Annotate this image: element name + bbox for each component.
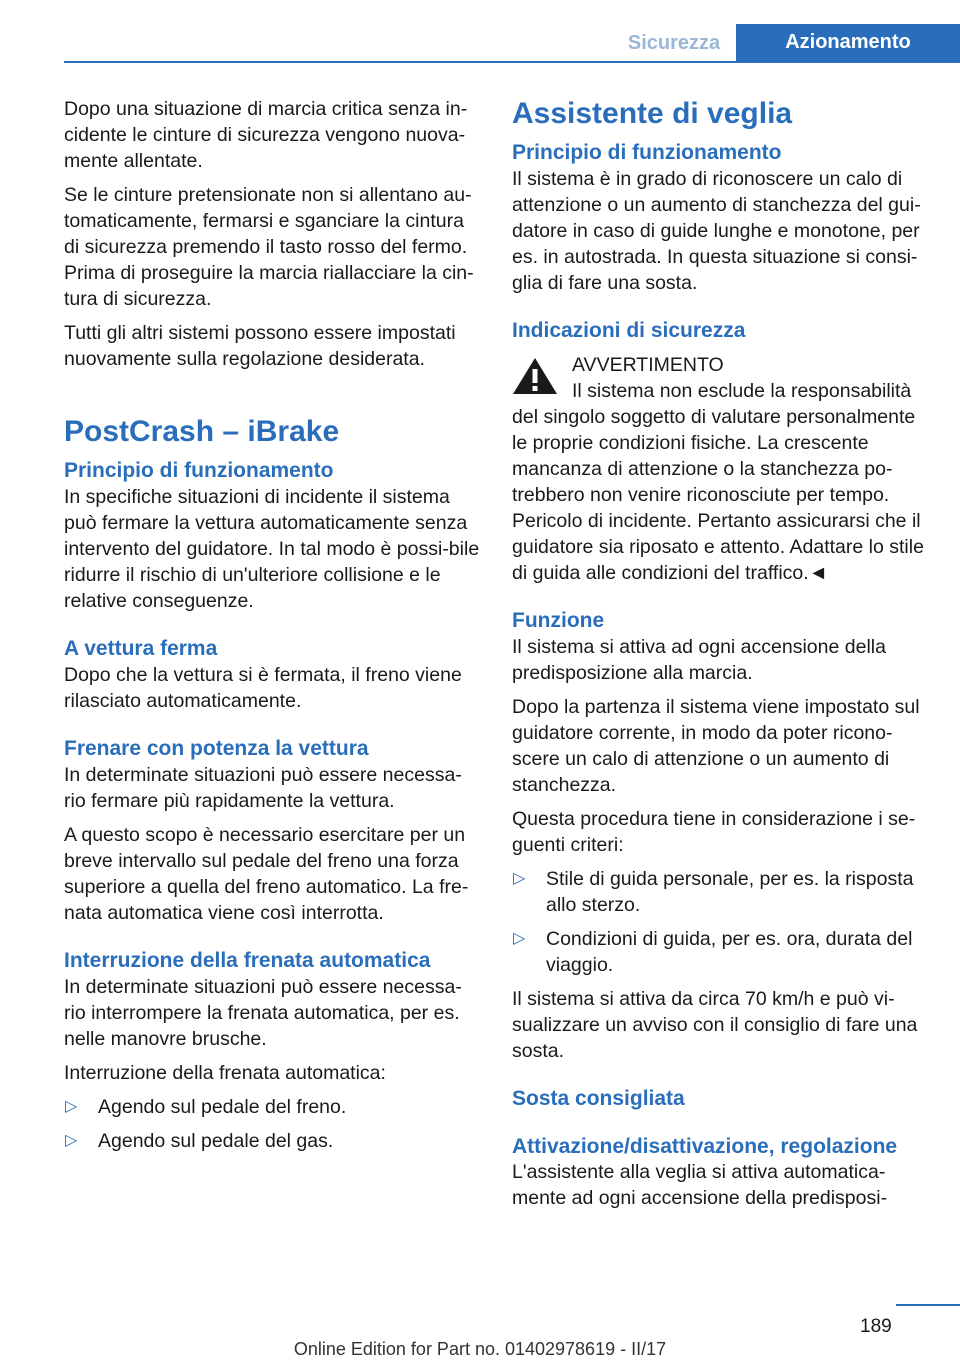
header-rule (64, 61, 960, 63)
paragraph: L'assistente alla veglia si attiva automatica-mente ad ogni accensione della predisposi- (512, 1161, 888, 1209)
subheading-function: Funzione (512, 609, 605, 632)
list-item (512, 926, 932, 978)
page-number-rule (896, 1304, 960, 1306)
bullet-list (64, 1094, 480, 1154)
subheading-principle: Principio di funzionamento (64, 459, 334, 482)
subheading-principle: Principio di funzionamento (512, 141, 782, 164)
right-column (512, 96, 932, 1219)
paragraph: In determinate situazioni può essere necessa-rio fermare più rapidamente la vettura. (64, 764, 462, 812)
list-item (64, 1094, 480, 1120)
page-number: 189 (860, 1316, 892, 1337)
paragraph: Tutti gli altri sistemi possono essere impostati nuovamente sulla regolazione desiderata. (64, 322, 456, 370)
paragraph: In specifiche situazioni di incidente il sistema può fermare la vettura automaticamente senza intervento del guidatore. In tal modo è possi-bile ridurre il rischio di un'ulteriore collisione e le relative conseguenze. (64, 486, 480, 612)
paragraph: Il sistema si attiva ad ogni accensione della predisposizione alla marcia. (512, 636, 886, 684)
header-chapter-tab[interactable]: Azionamento (736, 24, 960, 61)
subheading-interrupt: Interruzione della frenata automatica (64, 949, 431, 972)
header-section-tab[interactable]: Sicurezza (627, 32, 721, 54)
subheading-stopped: A vettura ferma (64, 637, 218, 660)
section-title-postcrash: PostCrash – iBrake (64, 415, 340, 448)
paragraph: Il sistema si attiva da circa 70 km/h e può vi-sualizzare un avviso con il consiglio di fare una sosta. (512, 988, 918, 1062)
list-item-text: Condizioni di guida, per es. ora, durata del viaggio. (546, 928, 913, 976)
triangle-bullet-icon: ▷ (65, 1132, 78, 1149)
triangle-bullet-icon: ▷ (513, 870, 526, 887)
paragraph: Interruzione della frenata automatica: (64, 1062, 386, 1084)
warning-text: Il sistema non esclude la responsabilità del singolo soggetto di valutare personalmente le proprie condizioni fisiche. La crescente mancanza di attenzione o la stanchezza po-trebbero non venire riconosciute per tempo. Pericolo di incidente. Pertanto assicurarsi che il guidatore sia riposato e attento. Adattare lo stile di guida alle condizioni del traffico.◄ (512, 380, 924, 584)
paragraph: Questa procedura tiene in considerazione i se-guenti criteri: (512, 808, 916, 856)
footer-edition: Online Edition for Part no. 01402978619 - II/17 (293, 1339, 667, 1359)
bullet-list (512, 866, 932, 978)
paragraph: Dopo la partenza il sistema viene impostato sul guidatore corrente, in modo da poter ricono-scere un calo di attenzione o un aumento di stanchezza. (512, 696, 920, 796)
warning-box (512, 352, 932, 586)
left-column (64, 96, 480, 1162)
list-item-text: Stile di guida personale, per es. la risposta allo sterzo. (546, 868, 914, 916)
warning-triangle-icon (512, 356, 558, 396)
paragraph: Se le cinture pretensionate non si allentano au-tomaticamente, fermarsi e sganciare la cintura di sicurezza premendo il tasto rosso del fermo. Prima di proseguire la marcia riallacciare la cin-tura di sicurezza. (64, 184, 474, 310)
warning-title: AVVERTIMENTO (572, 354, 724, 376)
list-item (64, 1128, 480, 1154)
paragraph: A questo scopo è necessario esercitare per un breve intervallo sul pedale del freno una forza superiore a quella del freno automatico. La fre-nata automatica viene così interrotta. (64, 824, 469, 924)
section-title-assistant: Assistente di veglia (512, 97, 793, 130)
subheading-activation: Attivazione/disattivazione, regolazione (512, 1135, 898, 1158)
paragraph: Dopo che la vettura si è fermata, il freno viene rilasciato automaticamente. (64, 664, 462, 712)
list-item-text: Agendo sul pedale del gas. (98, 1130, 334, 1152)
list-item (512, 866, 932, 918)
triangle-bullet-icon: ▷ (513, 930, 526, 947)
subheading-brake: Frenare con potenza la vettura (64, 737, 369, 760)
paragraph: Dopo una situazione di marcia critica senza in-cidente le cinture di sicurezza vengono nuova-mente allentate. (64, 98, 468, 172)
triangle-bullet-icon: ▷ (65, 1098, 78, 1115)
list-item-text: Agendo sul pedale del freno. (98, 1096, 347, 1118)
paragraph: Il sistema è in grado di riconoscere un calo di attenzione o un aumento di stanchezza del gui-datore in caso di guide lunghe e monotone, per es. in autostrada. In questa situazione si consi-glia di fare una sosta. (512, 168, 921, 294)
subheading-safety: Indicazioni di sicurezza (512, 319, 746, 342)
paragraph: In determinate situazioni può essere necessa-rio interrompere la frenata automatica, per es. nelle manovre brusche. (64, 976, 462, 1050)
subheading-rest: Sosta consigliata (512, 1087, 685, 1110)
